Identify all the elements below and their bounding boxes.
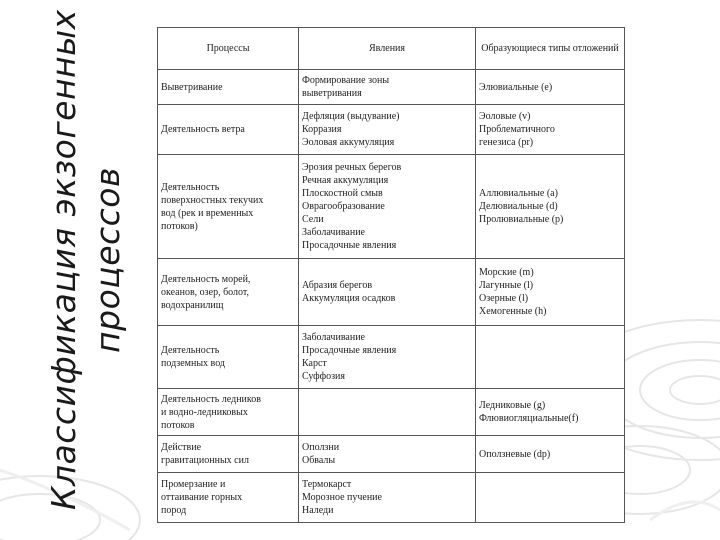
header-deposits: Образующиеся типы отложений xyxy=(476,28,625,70)
process-cell: Действие гравитационных сил xyxy=(158,436,299,473)
table-row xyxy=(158,326,625,389)
phenomena-cell: Оползни Обвалы xyxy=(299,436,476,473)
title-line-1: Классификация экзогенных xyxy=(44,9,83,510)
table-row xyxy=(158,389,625,436)
deposits-cell: Элювиальные (е) xyxy=(476,70,625,105)
header-processes: Процессы xyxy=(158,28,299,70)
table-row xyxy=(158,259,625,326)
deposits-cell: Оползневые (dp) xyxy=(476,436,625,473)
table-row xyxy=(158,105,625,155)
process-cell: Деятельность морей, океанов, озер, болот, водохранилищ xyxy=(158,259,299,326)
phenomena-cell: Термокарст Морозное пучение Наледи xyxy=(299,473,476,523)
phenomena-cell: Заболачивание Просадочные явления Карст Суффозия xyxy=(299,326,476,389)
ripple-ring xyxy=(670,376,720,404)
phenomena-cell xyxy=(299,389,476,436)
deposits-cell xyxy=(476,326,625,389)
ripple-ring xyxy=(640,360,720,420)
process-cell: Деятельность поверхностных текучих вод (рек и временных потоков) xyxy=(158,155,299,259)
deposits-cell xyxy=(476,473,625,523)
deposits-cell: Морские (m) Лагунные (l) Озерные (l) Хемогенные (h) xyxy=(476,259,625,326)
table-row xyxy=(158,70,625,105)
ripple-swirl xyxy=(650,502,720,520)
deposits-cell: Эоловые (v) Проблематичного генезиса (pr) xyxy=(476,105,625,155)
process-cell: Деятельность ветра xyxy=(158,105,299,155)
table-row xyxy=(158,155,625,259)
deposits-cell: Аллювиальные (a) Делювиальные (d) Пролювиальные (p) xyxy=(476,155,625,259)
phenomena-cell: Абразия берегов Аккумуляция осадков xyxy=(299,259,476,326)
header-phenomena: Явления xyxy=(299,28,476,70)
deposits-cell: Ледниковые (g) Флювиогляциальные(f) xyxy=(476,389,625,436)
table-row xyxy=(158,436,625,473)
process-cell: Деятельность подземных вод xyxy=(158,326,299,389)
process-cell: Промерзание и оттаивание горных пород xyxy=(158,473,299,523)
header-row xyxy=(158,28,625,70)
title-line-2: процессов xyxy=(88,167,127,353)
process-cell: Выветривание xyxy=(158,70,299,105)
phenomena-cell: Формирование зоны выветривания xyxy=(299,70,476,105)
classification-table xyxy=(157,27,625,523)
process-cell: Деятельность ледников и водно-ледниковых потоков xyxy=(158,389,299,436)
table-row xyxy=(158,473,625,523)
slide-title xyxy=(42,0,142,520)
phenomena-cell: Дефляция (выдувание) Корразия Эоловая аккумуляция xyxy=(299,105,476,155)
phenomena-cell: Эрозия речных берегов Речная аккумуляция Плоскостной смыв Оврагообразование Сели Заболачивание Просадочные явления xyxy=(299,155,476,259)
